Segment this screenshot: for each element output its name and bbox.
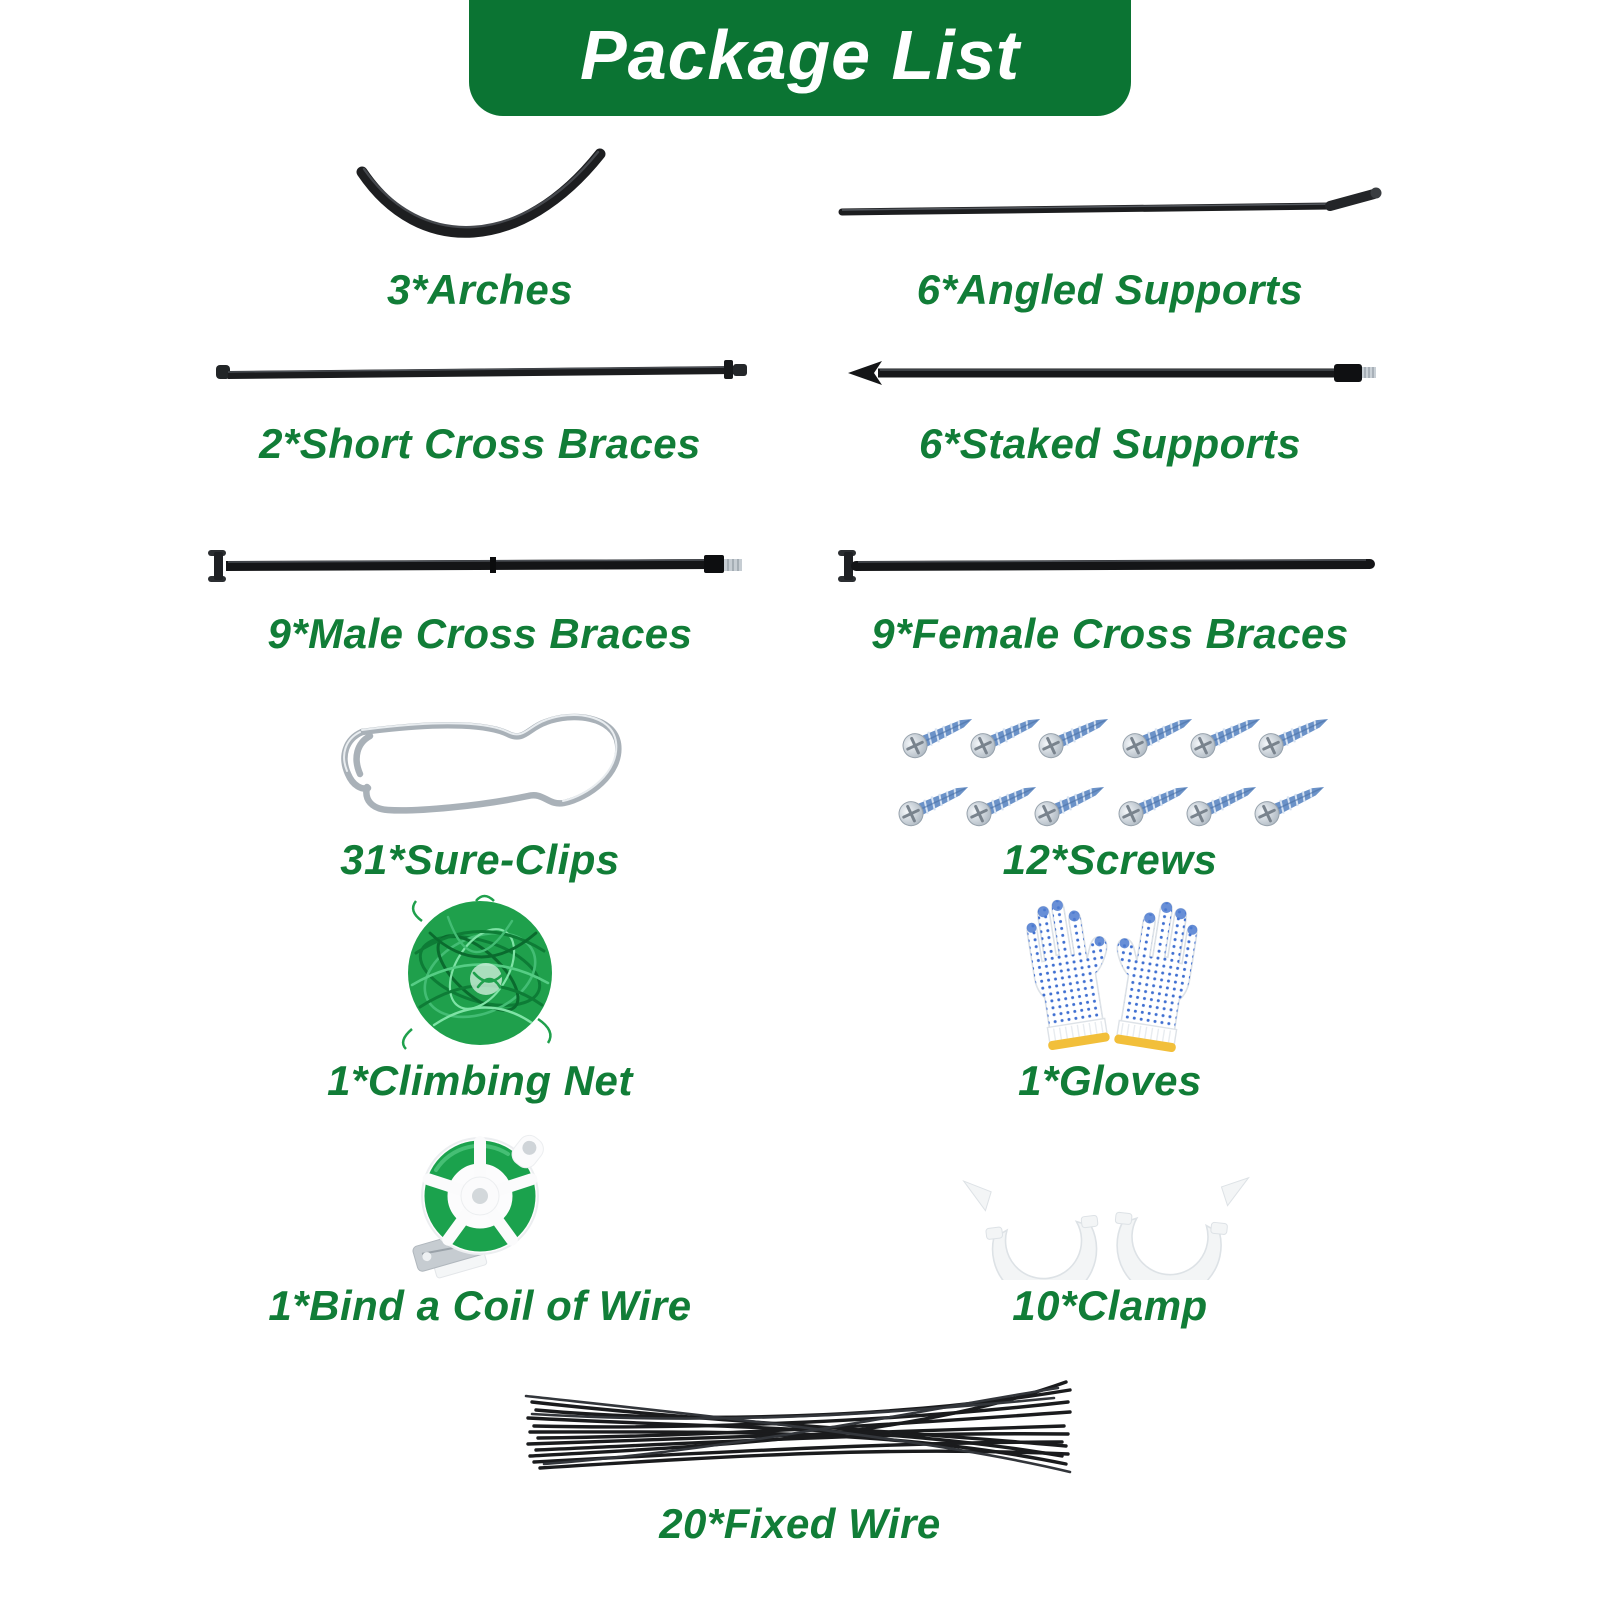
item-short-cross-braces bbox=[140, 338, 820, 468]
male-cross-braces-image bbox=[200, 528, 760, 598]
short-cross-braces-image bbox=[210, 338, 750, 408]
header-banner bbox=[469, 0, 1131, 116]
item-staked-supports bbox=[770, 338, 1450, 468]
angled-supports-image bbox=[830, 140, 1390, 260]
item-label-climbing-net: 1*Climbing Net bbox=[327, 1057, 633, 1104]
item-label-arches: 3*Arches bbox=[386, 266, 574, 313]
item-female-cross-braces bbox=[770, 528, 1450, 658]
clamp-image bbox=[960, 1126, 1260, 1280]
item-label-staked-supports: 6*Staked Supports bbox=[919, 420, 1301, 467]
item-label-male-cross-braces: 9*Male Cross Braces bbox=[267, 610, 693, 657]
item-label-clamp: 10*Clamp bbox=[1012, 1282, 1208, 1329]
sure-clips-image bbox=[310, 692, 650, 830]
fixed-wire-image bbox=[510, 1368, 1090, 1486]
item-sure-clips bbox=[140, 692, 820, 884]
gloves-image bbox=[985, 893, 1235, 1055]
bind-coil-of-wire-image bbox=[380, 1126, 580, 1280]
item-male-cross-braces bbox=[140, 528, 820, 658]
item-label-screws: 12*Screws bbox=[1002, 836, 1218, 883]
item-label-bind-coil-of-wire: 1*Bind a Coil of Wire bbox=[268, 1282, 692, 1329]
arches-image bbox=[350, 140, 610, 260]
item-bind-coil-of-wire bbox=[140, 1126, 820, 1330]
item-label-sure-clips: 31*Sure-Clips bbox=[340, 836, 620, 883]
item-label-short-cross-braces: 2*Short Cross Braces bbox=[259, 420, 701, 467]
item-label-fixed-wire: 20*Fixed Wire bbox=[659, 1500, 941, 1547]
item-fixed-wire bbox=[400, 1368, 1200, 1548]
screws-image bbox=[890, 692, 1330, 830]
item-screws bbox=[770, 692, 1450, 884]
female-cross-braces-image bbox=[830, 528, 1390, 598]
item-gloves bbox=[770, 893, 1450, 1105]
item-label-gloves: 1*Gloves bbox=[1018, 1057, 1202, 1104]
item-arches bbox=[140, 140, 820, 314]
page-title: Package List bbox=[580, 16, 1020, 94]
staked-supports-image bbox=[840, 338, 1380, 408]
item-clamp bbox=[770, 1126, 1450, 1330]
item-climbing-net bbox=[140, 893, 820, 1105]
climbing-net-image bbox=[390, 893, 570, 1055]
item-label-female-cross-braces: 9*Female Cross Braces bbox=[871, 610, 1349, 657]
item-angled-supports bbox=[770, 140, 1450, 314]
item-label-angled-supports: 6*Angled Supports bbox=[916, 266, 1304, 313]
